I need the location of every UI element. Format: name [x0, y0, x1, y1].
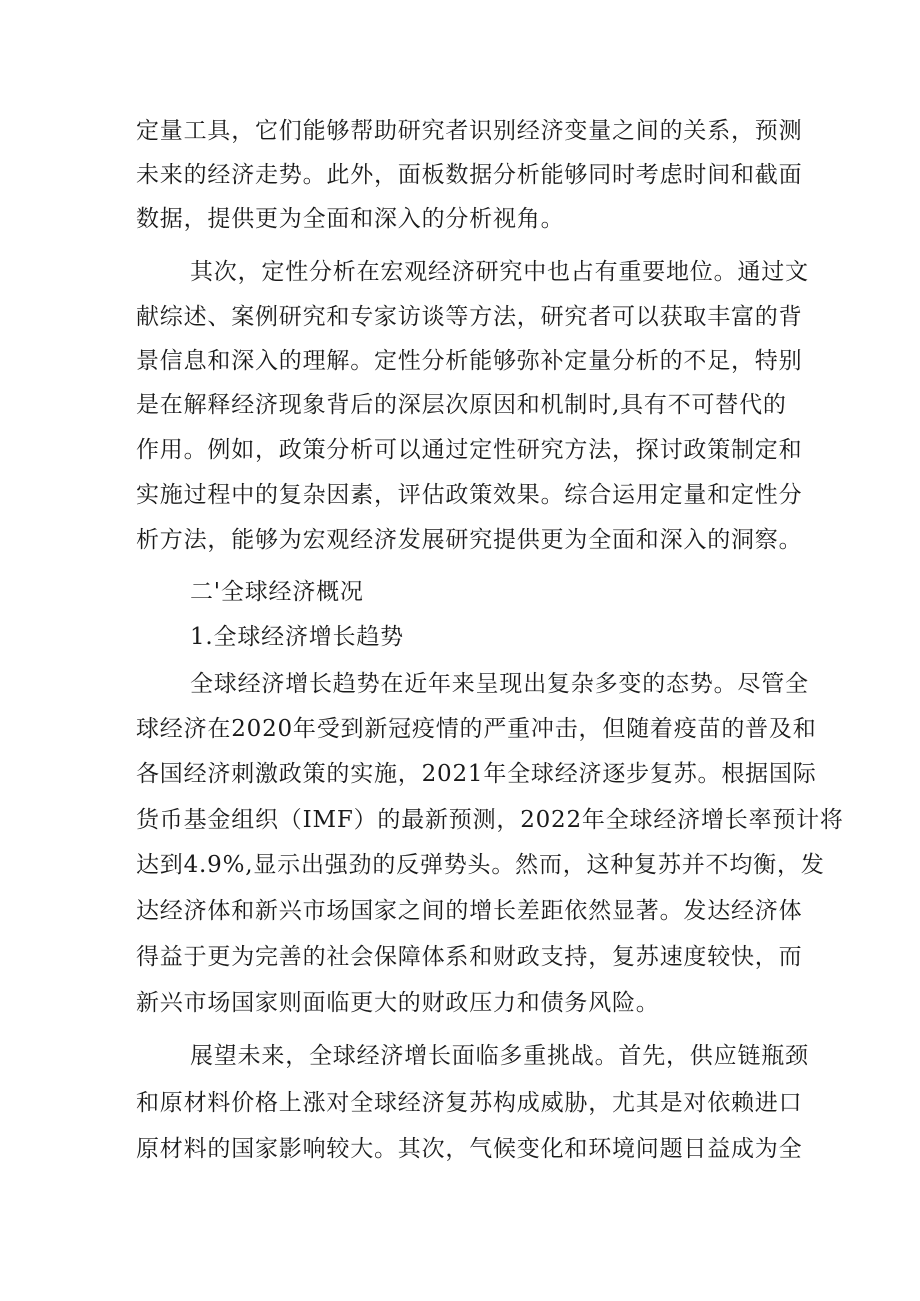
text-line: 作用。例如，政策分析可以通过定性研究方法，探讨政策制定和	[136, 437, 803, 463]
section-heading: 二'全球经济概况	[190, 579, 364, 605]
text-line: 景信息和深入的理解。定性分析能够弥补定量分析的不足，特别	[136, 348, 803, 374]
subsection-heading: 1.全球经济增长趋势	[190, 624, 404, 650]
text-line: 其次，定性分析在宏观经济研究中也占有重要地位。通过文	[190, 259, 809, 285]
text-line: 是在解释经济现象背后的深层次原因和机制时,具有不可替代的	[136, 392, 787, 418]
text-line: 实施过程中的复杂因素，评估政策效果。综合运用定量和定性分	[136, 482, 803, 508]
text-line: 新兴市场国家则面临更大的财政压力和债务风险。	[136, 990, 660, 1016]
text-line: 货币基金组织（IMF）的最新预测，2022年全球经济增长率预计将	[136, 807, 844, 833]
text-line: 展望未来，全球经济增长面临多重挑战。首先，供应链瓶颈	[190, 1043, 809, 1069]
text-line: 得益于更为完善的社会保障体系和财政支持，复苏速度较快，而	[136, 944, 803, 970]
text-line: 达经济体和新兴市场国家之间的增长差距依然显著。发达经济体	[136, 898, 803, 924]
text-line: 析方法，能够为宏观经济发展研究提供更为全面和深入的洞察。	[136, 527, 803, 553]
text-line: 未来的经济走势。此外，面板数据分析能够同时考虑时间和截面	[136, 162, 803, 188]
text-line: 达到4.9%,显示出强劲的反弹势头。然而，这种复苏并不均衡，发	[136, 852, 825, 878]
text-line: 和原材料价格上涨对全球经济复苏构成威胁，尤其是对依赖进口	[136, 1090, 803, 1116]
text-line: 全球经济增长趋势在近年来呈现出复杂多变的态势。尽管全	[190, 671, 809, 697]
text-line: 数据，提供更为全面和深入的分析视角。	[136, 206, 565, 232]
text-line: 原材料的国家影响较大。其次，气候变化和环境问题日益成为全	[136, 1136, 803, 1162]
text-line: 球经济在2020年受到新冠疫情的严重冲击，但随着疫苗的普及和	[136, 716, 817, 742]
text-line: 各国经济刺激政策的实施，2021年全球经济逐步复苏。根据国际	[136, 761, 817, 787]
text-line: 献综述、案例研究和专家访谈等方法，研究者可以获取丰富的背	[136, 304, 803, 330]
text-line: 定量工具，它们能够帮助研究者识别经济变量之间的关系，预测	[136, 118, 803, 144]
